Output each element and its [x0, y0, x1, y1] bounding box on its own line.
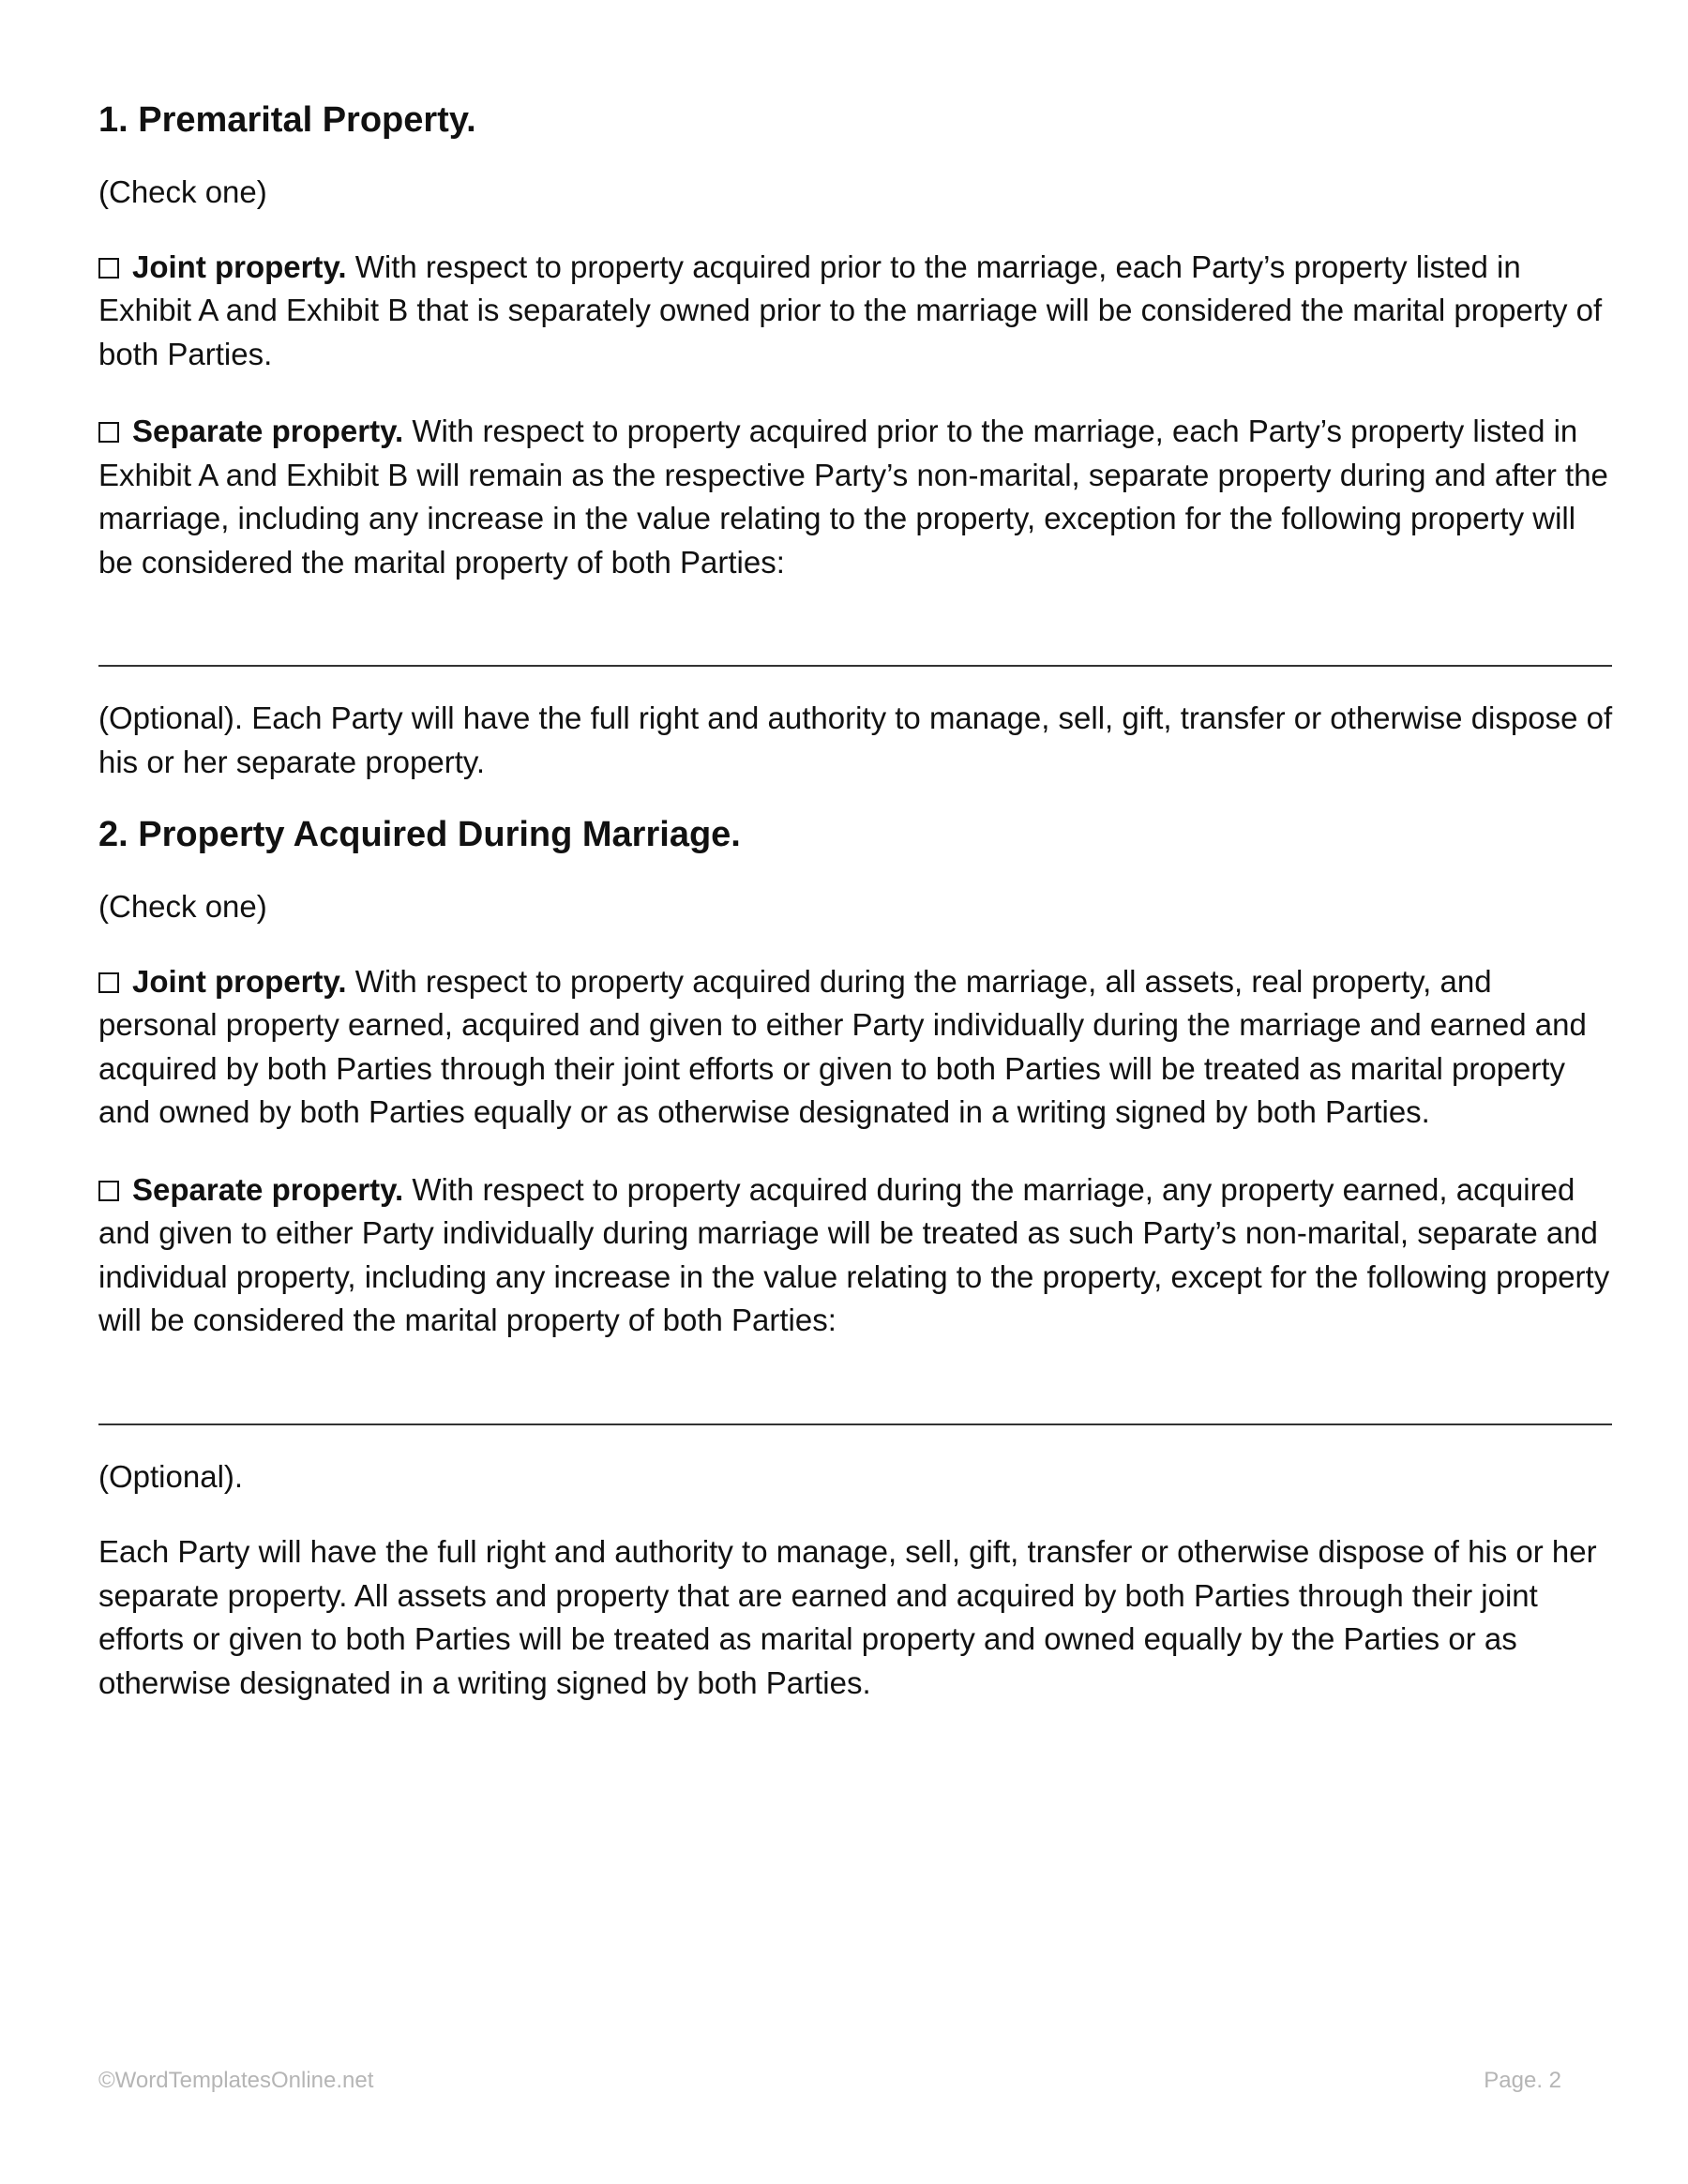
- section-1-exception-fill-line[interactable]: [98, 665, 1612, 667]
- section-1-joint-text: With respect to property acquired prior to the marriage, each Party’s property listed in Exhibit A and Exhibit B that is separately owned prior to the marriage will be considered the marital property of both Parties.: [98, 249, 1603, 371]
- section-1-optional-text: (Optional). Each Party will have the full right and authority to manage, sell, gift, transfer or otherwise dispose of his or her separate property.: [98, 700, 1613, 779]
- section-2-separate-label: Separate property.: [132, 1171, 404, 1207]
- document-page: [98, 94, 1618, 1705]
- section-1-separate-option: [98, 410, 1618, 584]
- section-2-joint-checkbox[interactable]: [98, 972, 119, 993]
- section-1-separate-text: With respect to property acquired prior to the marriage, each Party’s property listed in Exhibit A and Exhibit B will remain as the respective Party’s non-marital, separate property during and after the marriage, including any increase in the value relating to the property, exception for the following property will be considered the marital property of both Parties:: [98, 414, 1608, 580]
- section-1-heading: 1. Premarital Property.: [98, 100, 476, 140]
- section-2-joint-text: With respect to property acquired during the marriage, all assets, real property, and personal property earned, acquired and given to either Party individually during the marriage and earned and acquired by both Parties through their joint efforts or given to both Parties will be treated as marital property and owned by both Parties equally or as otherwise designated in a writing signed by both Parties.: [98, 963, 1587, 1130]
- section-1-separate-checkbox[interactable]: [98, 422, 119, 443]
- section-2-separate-text: With respect to property acquired during the marriage, any property earned, acquired and given to either Party individually during marriage will be treated as such Party’s non-marital, separate and individual property, including any increase in the value relating to the property, except for the following property will be considered the marital property of both Parties:: [98, 1171, 1610, 1338]
- section-1-joint-checkbox[interactable]: [98, 258, 119, 279]
- section-2-final-text: Each Party will have the full right and authority to manage, sell, gift, transfer or otherwise dispose of his or her separate property. All assets and property that are earned and acquired by both Parties through their joint efforts or given to both Parties will be treated as marital property and owned equally by the Parties or as otherwise designated in a writing signed by both Parties.: [98, 1534, 1597, 1700]
- section-1-joint-option: [98, 246, 1618, 377]
- section-2-heading: 2. Property Acquired During Marriage.: [98, 815, 741, 855]
- section-1-check-note: (Check one): [98, 173, 267, 209]
- section-2-separate-option: [98, 1168, 1618, 1343]
- footer-copyright: ©WordTemplatesOnline.net: [98, 2068, 374, 2093]
- section-2-joint-label: Joint property.: [132, 963, 347, 999]
- footer-page-number: Page. 2: [1484, 2068, 1561, 2093]
- section-2-check-note: (Check one): [98, 888, 267, 924]
- section-1-joint-label: Joint property.: [132, 249, 347, 284]
- section-2-optional-label: (Optional).: [98, 1458, 244, 1494]
- section-2-joint-option: [98, 960, 1618, 1135]
- section-2-exception-fill-line[interactable]: [98, 1423, 1612, 1425]
- section-2-separate-checkbox[interactable]: [98, 1181, 119, 1201]
- section-1-separate-label: Separate property.: [132, 414, 404, 449]
